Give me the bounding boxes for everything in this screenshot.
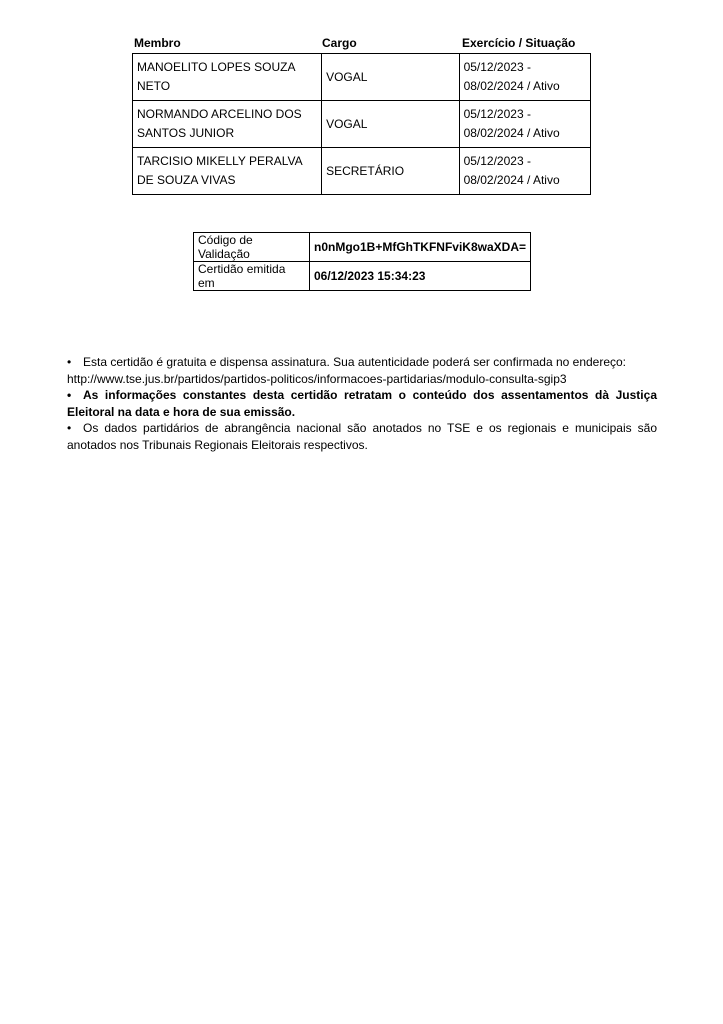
members-table: [132, 53, 591, 195]
note-text: Esta certidão é gratuita e dispensa assinatura. Sua autenticidade poderá ser confirmada no endereço:: [83, 355, 627, 369]
notes-section: [67, 354, 657, 453]
issued-at-label: Certidão emitida em: [194, 262, 310, 291]
member-role-cell: SECRETÁRIO: [322, 148, 460, 195]
member-name-cell: [133, 54, 322, 101]
table-row: [133, 148, 591, 195]
member-term-line: 08/02/2024 / Ativo: [463, 126, 560, 140]
member-name-cell: [133, 148, 322, 195]
table-row: [194, 233, 531, 262]
member-role-cell: VOGAL: [322, 54, 460, 101]
member-term-line: 05/12/2023 -: [463, 60, 531, 74]
member-name-line: NETO: [137, 79, 171, 93]
member-term-line: 05/12/2023 -: [463, 154, 531, 168]
member-term-cell: [459, 101, 590, 148]
member-term-line: 08/02/2024 / Ativo: [463, 79, 560, 93]
note-item: [67, 387, 657, 420]
member-term-line: 05/12/2023 -: [463, 107, 531, 121]
issued-at-value: 06/12/2023 15:34:23: [309, 262, 530, 291]
validation-code-label: Código de Validação: [194, 233, 310, 262]
member-term-cell: [459, 148, 590, 195]
bullet-icon: •: [67, 388, 72, 402]
validation-table: [193, 232, 531, 291]
member-name-line: MANOELITO LOPES SOUZA: [137, 60, 296, 74]
member-role-cell: VOGAL: [322, 101, 460, 148]
member-name-line: NORMANDO ARCELINO DOS: [137, 107, 302, 121]
note-text: Os dados partidários de abrangência nacional são anotados no TSE e os regionais e municipais são anotados nos Tribunais Regionais Eleitorais respectivos.: [67, 421, 657, 452]
bullet-icon: •: [67, 421, 72, 435]
validation-code-value: n0nMgo1B+MfGhTKFNFviK8waXDA=: [309, 233, 530, 262]
validation-url: http://www.tse.jus.br/partidos/partidos-politicos/informacoes-partidarias/modulo-consulta-sgip3: [67, 371, 567, 386]
note-item: [67, 354, 657, 387]
bullet-icon: •: [67, 355, 72, 369]
member-name-line: TARCISIO MIKELLY PERALVA: [137, 154, 303, 168]
table-row: [194, 262, 531, 291]
table-row: [133, 54, 591, 101]
member-term-line: 08/02/2024 / Ativo: [463, 173, 560, 187]
table-row: [133, 101, 591, 148]
note-text: As informações constantes desta certidão retratam o conteúdo dos assentamentos dà Justiça Eleitoral na data e hora de sua emissão.: [67, 388, 657, 419]
member-term-cell: [459, 54, 590, 101]
member-name-cell: [133, 101, 322, 148]
note-item: [67, 420, 657, 453]
header-exercicio: Exercício / Situação: [462, 36, 576, 50]
member-name-line: SANTOS JUNIOR: [137, 126, 235, 140]
header-membro: Membro: [134, 36, 181, 50]
member-name-line: DE SOUZA VIVAS: [137, 173, 236, 187]
header-cargo: Cargo: [322, 36, 357, 50]
